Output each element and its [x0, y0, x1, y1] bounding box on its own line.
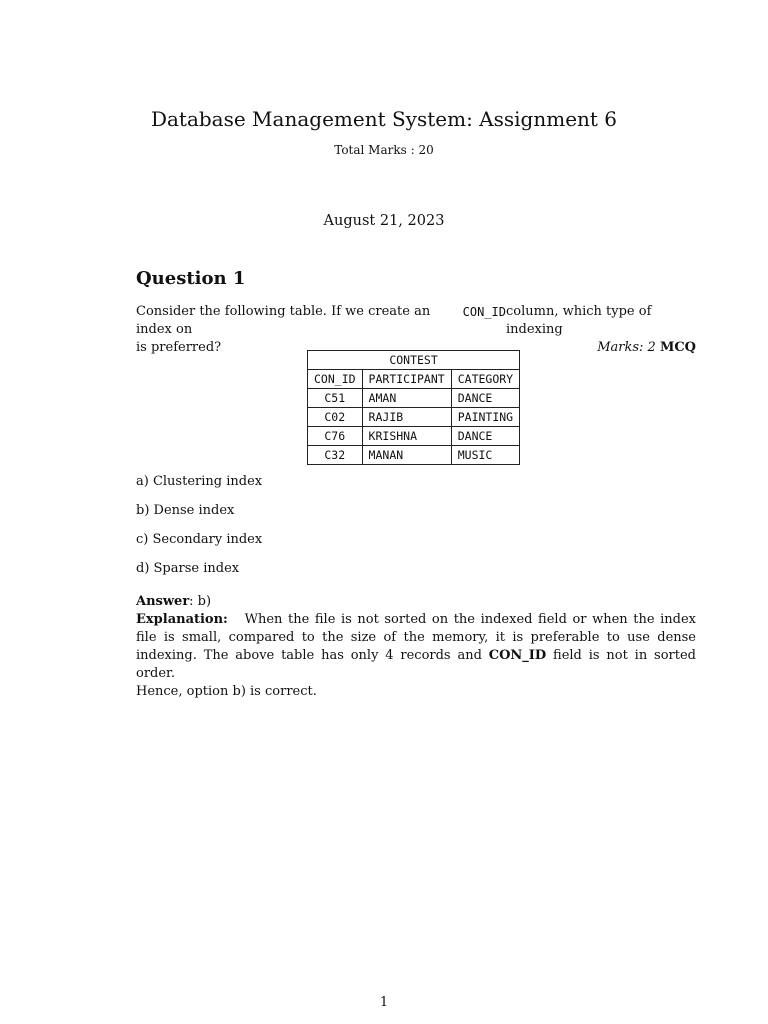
option-a: a) Clustering index	[136, 474, 263, 489]
answer-value: : b)	[189, 594, 212, 609]
table-header-row	[308, 370, 520, 389]
marks-label: Marks: 2	[597, 340, 656, 355]
table-caption: CONTEST	[308, 351, 520, 370]
table-row	[308, 427, 520, 446]
answer-line	[136, 593, 696, 611]
table-row	[308, 446, 520, 465]
page-number: 1	[379, 995, 389, 1010]
table-cell: MANAN	[362, 446, 451, 465]
explanation-text-part1: When the file is not sorted on the indexed field or when the index file is small, compared to the size of the memory, it is preferable to use dense indexing. The above table has only 4 records and	[136, 612, 696, 663]
explanation-bold-term: CON_ID	[488, 648, 547, 663]
table-header-cell: CON_ID	[308, 370, 363, 389]
answer-block	[136, 593, 696, 701]
answer-label: Answer	[136, 594, 190, 609]
question-text-part3: is preferred?	[136, 340, 222, 355]
table-cell: PAINTING	[451, 408, 519, 427]
question-heading: Question 1	[136, 268, 246, 289]
table-cell: RAJIB	[362, 408, 451, 427]
table-cell: C76	[308, 427, 363, 446]
code-term: CON_ID	[462, 305, 506, 319]
table-cell: AMAN	[362, 389, 451, 408]
question-text-part2: column, which type of indexing	[505, 304, 652, 337]
contest-table	[307, 350, 520, 465]
option-c: c) Secondary index	[136, 532, 263, 547]
table-cell: DANCE	[451, 389, 519, 408]
option-b: b) Dense index	[136, 503, 235, 518]
question-text-part1: Consider the following table. If we create an index on	[136, 304, 431, 337]
total-marks: Total Marks : 20	[334, 143, 434, 157]
question-marks	[597, 339, 696, 357]
marks-type: MCQ	[659, 340, 696, 355]
document-date: August 21, 2023	[323, 213, 445, 229]
table-header-cell: CATEGORY	[451, 370, 519, 389]
document-title: Database Management System: Assignment 6	[150, 107, 618, 131]
question-text	[136, 303, 696, 357]
table-cell: DANCE	[451, 427, 519, 446]
table-header-cell: PARTICIPANT	[362, 370, 451, 389]
conclusion: Hence, option b) is correct.	[136, 684, 317, 699]
table-row	[308, 408, 520, 427]
table-row	[308, 389, 520, 408]
option-d: d) Sparse index	[136, 561, 240, 576]
table-cell: C32	[308, 446, 363, 465]
table-cell: C51	[308, 389, 363, 408]
table-cell: KRISHNA	[362, 427, 451, 446]
explanation-label: Explanation:	[136, 612, 228, 627]
table-cell: C02	[308, 408, 363, 427]
table-cell: MUSIC	[451, 446, 519, 465]
explanation	[136, 611, 696, 683]
explanation-text-part2: field is not in sorted order.	[136, 648, 696, 681]
